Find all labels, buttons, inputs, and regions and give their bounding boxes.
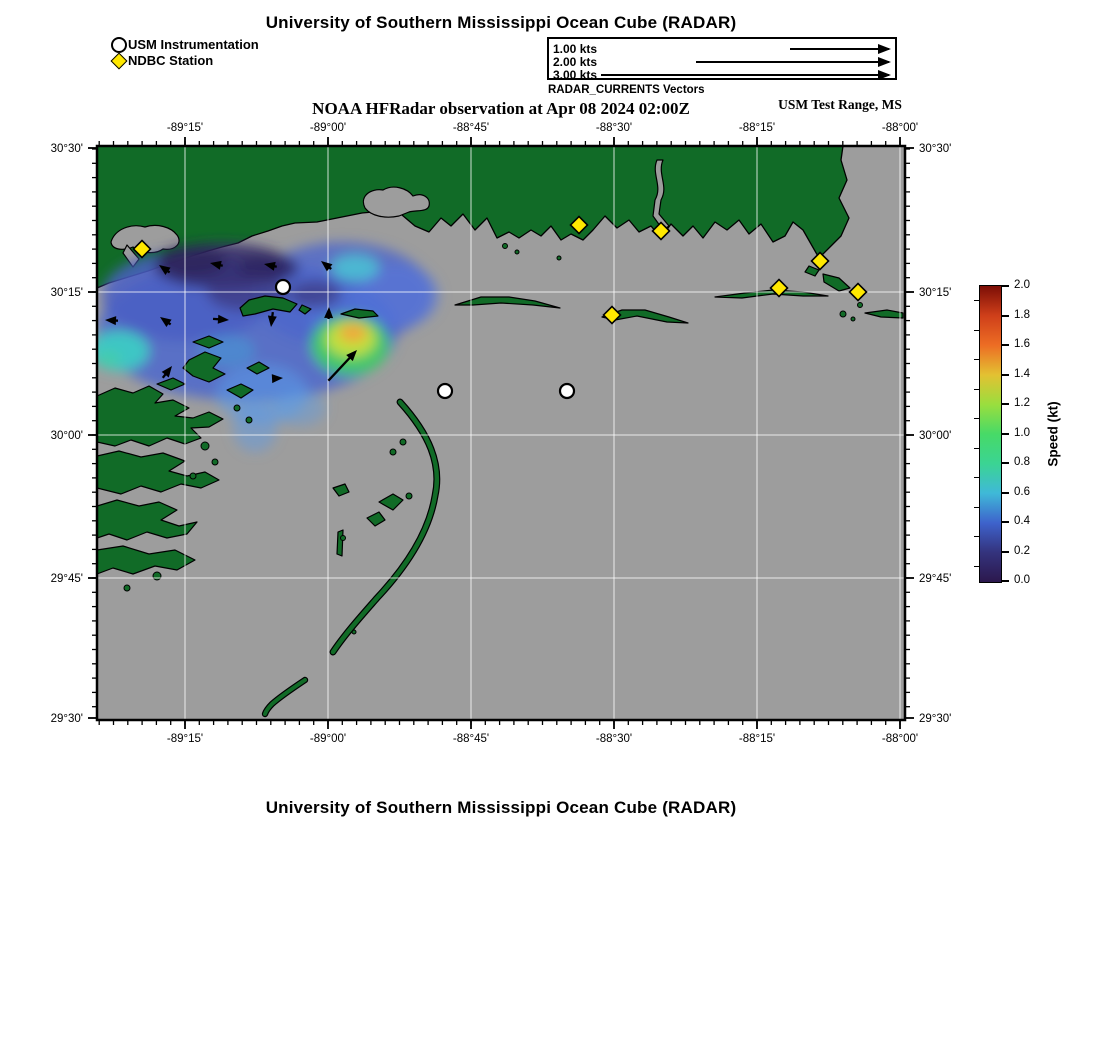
vector-scale-row [553,68,891,81]
vector-scale-arrow [601,74,889,76]
x-axis-tick-label: -88°15' [738,122,776,134]
station-legend [110,36,259,68]
colorbar-tick-label: 0.4 [1014,515,1030,527]
x-axis-tick-label: -89°15' [166,733,204,745]
usm-instrumentation-marker [438,384,452,398]
islet [557,256,561,260]
vector-scale-arrow [790,48,889,50]
footer-title: University of Southern Mississippi Ocean Cube (RADAR) [265,798,737,817]
colorbar-tick [1002,344,1009,346]
colorbar-tick [1002,403,1009,405]
x-axis-tick-label: -88°30' [595,733,633,745]
page-title: University of Southern Mississippi Ocean Cube (RADAR) [265,13,737,32]
colorbar-tick-label: 0.0 [1014,574,1030,586]
colorbar-tick [1002,433,1009,435]
y-axis-tick-label: 29°30' [919,713,952,725]
y-axis-tick-label: 30°00' [919,430,952,442]
x-axis-tick-label: -88°15' [738,733,776,745]
colorbar-tick-label: 0.6 [1014,486,1030,498]
islet [201,442,209,450]
islet [840,311,846,317]
colorbar-tick [1002,315,1009,317]
vector-scale-row [553,42,891,55]
colorbar-tick-label: 1.8 [1014,309,1030,321]
speed-contour-blob [97,351,121,367]
islet [400,439,406,445]
islet [851,317,855,321]
usm-instrumentation-icon [110,36,128,52]
colorbar-tick-label: 1.2 [1014,397,1030,409]
vector-scale-label: 1.00 kts [553,41,598,56]
vector-scale-label: 2.00 kts [553,54,598,69]
islet [503,244,508,249]
usm-instrumentation-marker [276,280,290,294]
speed-contour-blob [233,404,277,452]
islet [124,585,130,591]
x-axis-tick-label: -88°00' [881,733,919,745]
x-axis-tick-label: -89°00' [309,733,347,745]
colorbar-tick [1002,580,1009,582]
colorbar-tick-label: 0.2 [1014,545,1030,557]
x-axis-tick-label: -89°00' [309,122,347,134]
colorbar-tick-label: 2.0 [1014,279,1030,291]
colorbar-tick [1002,374,1009,376]
speed-contour-blob [274,390,326,426]
observation-subtitle: NOAA HFRadar observation at Apr 08 2024 02:00Z [312,99,690,118]
colorbar-gradient [979,285,1002,583]
x-axis-tick-label: -88°30' [595,122,633,134]
x-axis-tick-label: -88°45' [452,733,490,745]
islet [190,473,196,479]
colorbar-tick [1002,285,1009,287]
ndbc-station-icon [110,52,128,68]
x-axis-tick-label: -89°15' [166,122,204,134]
islet [153,572,161,580]
colorbar-tick-label: 1.4 [1014,368,1030,380]
legend-item-label: USM Instrumentation [128,36,259,52]
y-axis-tick-label: 30°15' [919,287,952,299]
islet [341,536,346,541]
colorbar-title: Speed (kt) [1045,401,1061,467]
colorbar-tick-label: 1.6 [1014,338,1030,350]
y-axis-tick-label: 30°30' [919,143,952,155]
test-range-label: USM Test Range, MS [778,97,902,112]
vector-scale-label: 3.00 kts [553,67,598,82]
vector-scale-caption: RADAR_CURRENTS Vectors [548,84,705,96]
colorbar-tick [1002,521,1009,523]
y-axis-tick-label: 29°45' [50,573,83,585]
vector-scale-row [553,55,891,68]
vector-scale-box [547,37,897,80]
y-axis-tick-label: 30°00' [50,430,83,442]
islet [390,449,396,455]
speed-contour-blob [331,255,379,281]
colorbar-tick [1002,492,1009,494]
colorbar-tick-label: 1.0 [1014,427,1030,439]
legend-item [110,36,259,52]
legend-item-label: NDBC Station [128,52,214,68]
islet [234,405,240,411]
x-axis-tick-label: -88°00' [881,122,919,134]
legend-item [110,52,259,68]
y-axis-tick-label: 30°15' [50,287,83,299]
speed-contour-blob [339,324,367,342]
islet [406,493,412,499]
colorbar-tick [1002,551,1009,553]
vector-scale-arrow [696,61,889,63]
islet [212,459,218,465]
colorbar-tick [1002,462,1009,464]
x-axis-tick-label: -88°45' [452,122,490,134]
island [337,530,343,556]
map-plot [40,116,1050,766]
y-axis-tick-label: 29°45' [919,573,952,585]
islet [246,417,252,423]
islet [515,250,519,254]
islet [858,303,863,308]
colorbar-tick-label: 0.8 [1014,456,1030,468]
y-axis-tick-label: 29°30' [50,713,83,725]
y-axis-tick-label: 30°30' [50,143,83,155]
usm-instrumentation-marker [560,384,574,398]
